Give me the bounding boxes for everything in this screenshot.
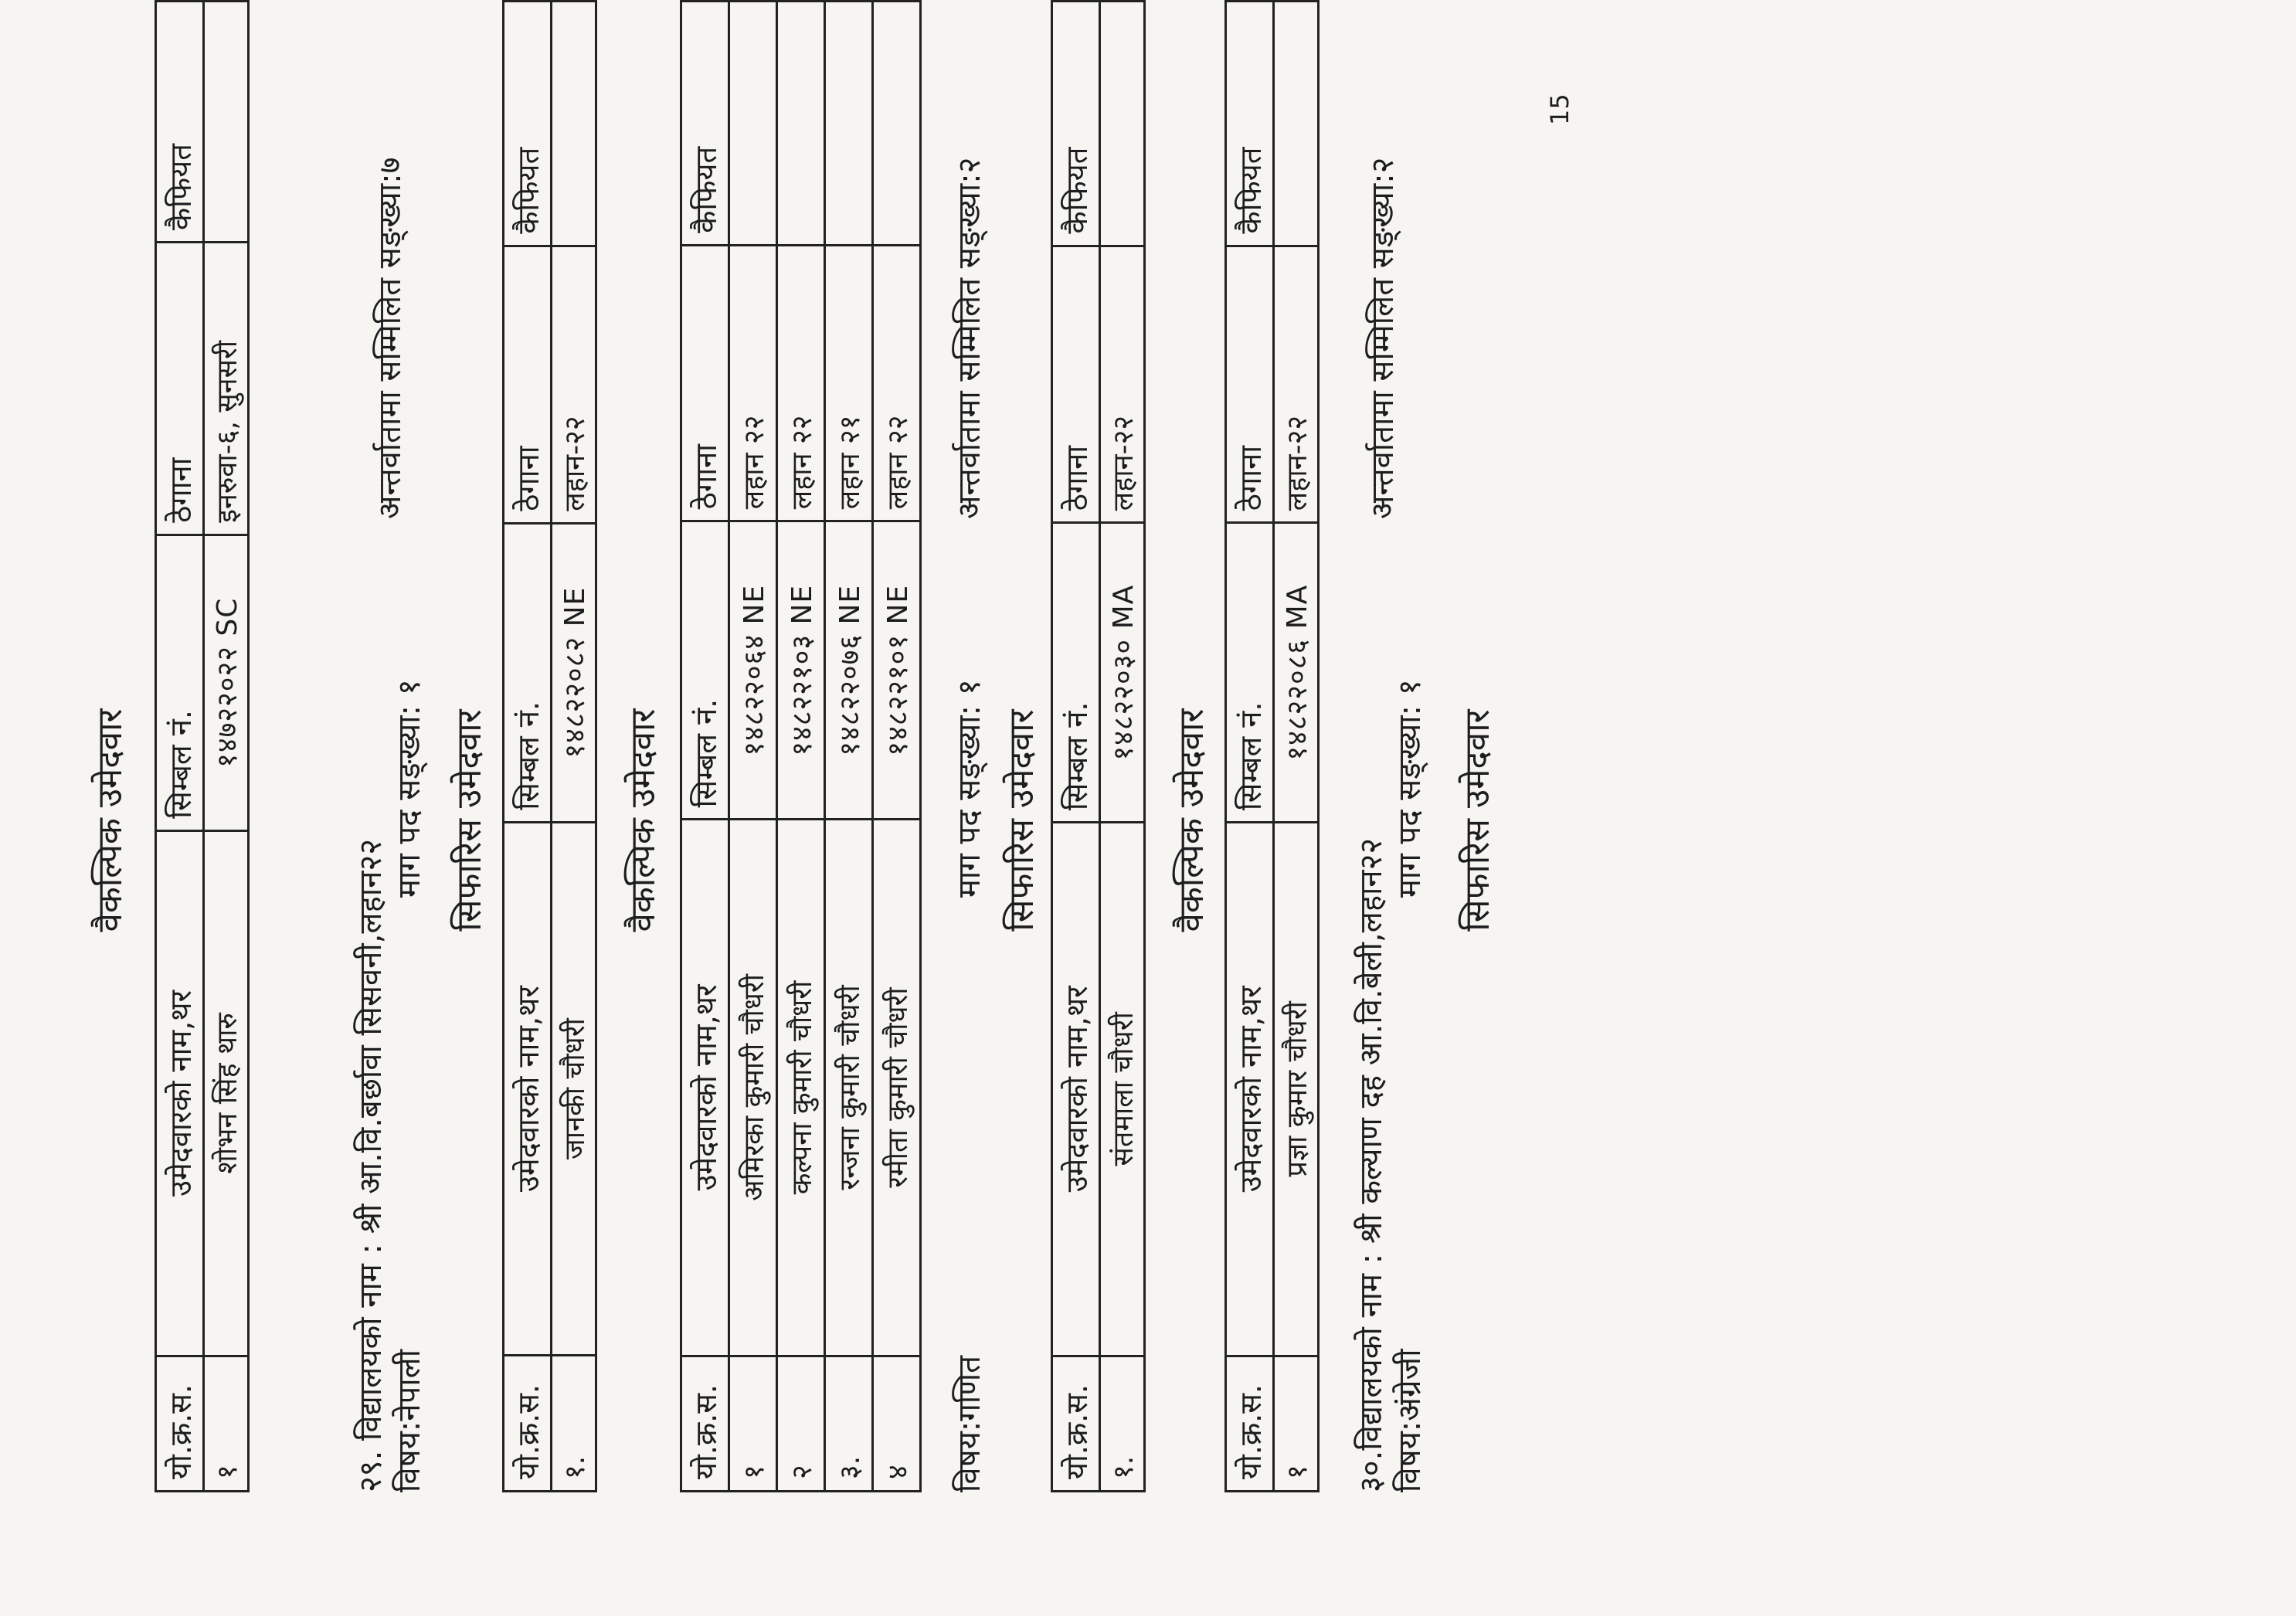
school-30-title: ३०.विद्यालयको नाम : श्री कल्याण दह आ.वि.बेली,लहान२२ <box>1353 837 1389 1492</box>
school-29-posts-nepali: माग पद सङ्ख्या: १ <box>392 679 427 898</box>
recommended-candidate-heading-3: सिफारिस उमेदवार <box>1458 709 1497 932</box>
recommended-candidate-heading-2: सिफारिस उमेदवार <box>1002 709 1041 932</box>
table-row: ३. रन्जना कुमारी चौधरी १४८२२०७६ NE लहान २१ <box>825 2 873 1492</box>
page-number: 15 <box>1545 93 1574 125</box>
alternate-candidate-heading-1: वैकल्पिक उमेदवार <box>90 708 130 932</box>
school-30-included-english: अन्तर्वातामा सम्मिलित सङ्ख्या:२ <box>1365 157 1401 519</box>
col-remarks: कैफियत <box>156 2 204 243</box>
col-place: ठेगाना <box>156 243 204 535</box>
school-29-included-math: अन्तर्वातामा सम्मिलित सङ्ख्या:२ <box>952 157 987 519</box>
school-29-included-nepali: अन्तर्वातामा सम्मिलित सङ्ख्या:७ <box>372 157 408 519</box>
table-row: १ अमिरका कुमारी चौधरी १४८२२०६४ NE लहान २२ <box>729 2 777 1492</box>
alternate-candidate-table-1 <box>155 0 250 1492</box>
recommended-candidate-table-1: यो.क्र.स. उमेदवारको नाम,थर सिम्बल नं. ठेगाना कैफियत १. जानकी चौधरी १४८२२०८२ NE लहान-२२ <box>502 0 597 1492</box>
school-30-subject-english: विषय:अंग्रेजी <box>1392 1349 1428 1492</box>
col-name: उमेदवारको नाम,थर <box>156 830 204 1356</box>
recommended-candidate-heading-1: सिफारिस उमेदवार <box>450 709 489 932</box>
col-symbol: सिम्बल नं. <box>156 535 204 830</box>
table-row: १ शोभन सिंह थारु १४७२२०२२ SC इनरुवा-६, सुनसरी <box>204 2 249 1492</box>
col-sn: यो.क्र.स. <box>156 1356 204 1492</box>
table-row: १. संतमाला चौधरी १४८२२०३० MA लहान-२२ <box>1100 2 1145 1492</box>
alternate-candidate-heading-3: वैकल्पिक उमेदवार <box>1172 708 1211 932</box>
table-row: १. जानकी चौधरी १४८२२०८२ NE लहान-२२ <box>552 2 596 1492</box>
recommended-candidate-table-2: यो.क्र.स. उमेदवारको नाम,थर सिम्बल नं. ठेगाना कैफियत १. संतमाला चौधरी १४८२२०३० MA लहान-२२ <box>1051 0 1146 1492</box>
alternate-candidate-table-2: यो.क्र.स. उमेदवारको नाम,थर सिम्बल नं. ठेगाना कैफियत १ अमिरका कुमारी चौधरी १४८२२०६४ NE लहान २२ २ कल्पना कुमारी चौधरी १४८२२१०३ NE लहान २२ ३. रन्जना कुमारी चौधरी १४८२२०७६ NE लहान २१ ४ रमीता कुमारी चौधरी १४८२२१०१ NE लहान २२ <box>680 0 922 1492</box>
school-29-title: २९. विद्यालयको नाम : श्री आ.वि.बर्छावा सिसवनी,लहान२२ <box>353 838 389 1492</box>
school-29-posts-math: माग पद सङ्ख्या: १ <box>952 679 987 898</box>
school-29-subject-math: विषय:गणित <box>952 1356 987 1492</box>
school-29-subject-nepali: विषय:नेपाली <box>392 1349 427 1492</box>
table-row: २ कल्पना कुमारी चौधरी १४८२२१०३ NE लहान २२ <box>777 2 825 1492</box>
alternate-candidate-heading-2: वैकल्पिक उमेदवार <box>623 708 663 932</box>
table-row: ४ रमीता कुमारी चौधरी १४८२२१०१ NE लहान २२ <box>873 2 921 1492</box>
alternate-candidate-table-3: यो.क्र.स. उमेदवारको नाम,थर सिम्बल नं. ठेगाना कैफियत १ प्रज्ञा कुमार चौधरी १४८२२०८६ MA लहान-२२ <box>1224 0 1320 1492</box>
table-row: १ प्रज्ञा कुमार चौधरी १४८२२०८६ MA लहान-२२ <box>1274 2 1319 1492</box>
school-30-posts-english: माग पद सङ्ख्या: १ <box>1392 679 1428 898</box>
